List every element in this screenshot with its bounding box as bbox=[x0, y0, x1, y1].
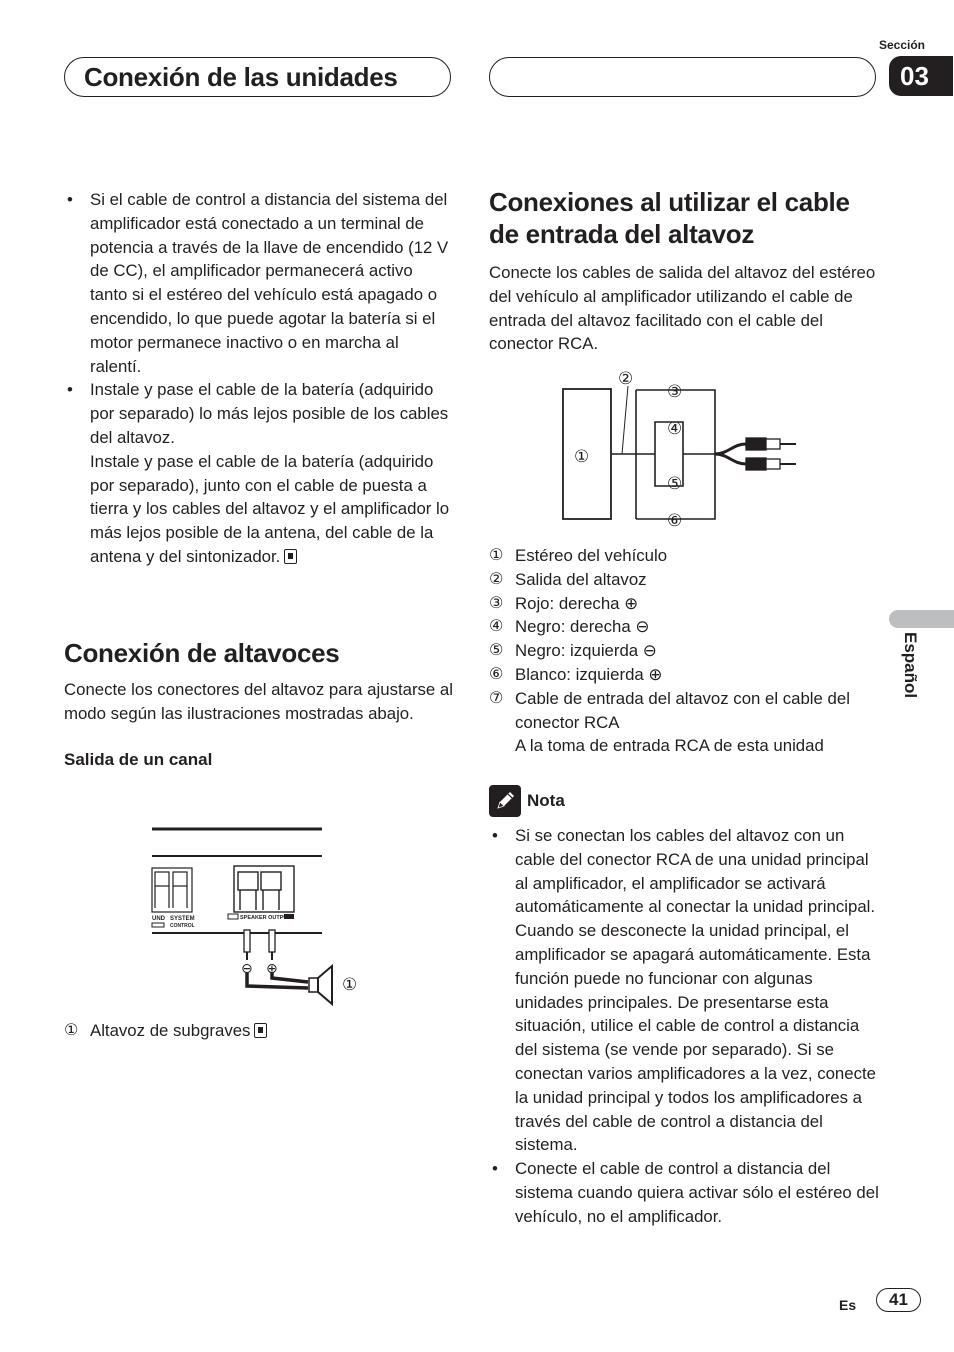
note-title: Nota bbox=[527, 791, 565, 811]
list-item bbox=[489, 1157, 881, 1228]
left-legend bbox=[64, 1019, 454, 1043]
bullet-text: Instale y pase el cable de la batería (adquirido por separado) lo más lejos posible de los cables del altavoz. bbox=[90, 380, 449, 447]
bullet-icon: • bbox=[492, 826, 498, 845]
rca-section bbox=[489, 186, 881, 356]
callout-1: ① bbox=[574, 447, 590, 467]
legend-item bbox=[489, 687, 881, 758]
bullet-text-continued: Instale y pase el cable de la batería (adquirido por separado), junto con el cable de puesta a tierra y los cables del altavoz y el amplificador lo más lejos posible de la antena, del cable de la antena y del sintonizador. bbox=[90, 451, 450, 566]
control-label: CONTROL bbox=[170, 923, 195, 929]
legend-number: ⑦ bbox=[489, 689, 504, 707]
legend-number: ⑤ bbox=[489, 642, 504, 660]
legend-item bbox=[489, 663, 881, 687]
list-item bbox=[64, 378, 454, 568]
bullet-icon: • bbox=[492, 1159, 498, 1179]
note-list bbox=[489, 824, 881, 1229]
speaker-output-label: SPEAKER OUTPUT bbox=[240, 915, 291, 921]
legend-item bbox=[489, 592, 881, 616]
minus-icon: ⊖ bbox=[241, 961, 253, 977]
note-text: Si se conectan los cables del altavoz con un cable del conector RCA de una unidad principal al amplificador, el amplificador se activará automáticamente al conectar la unidad principal. Cuando se desconecte la unidad principal, el amplificador se apagará automáticamente. Esta función puede no funcionar con algunas unidades principales. De presentarse esta situación, utilice el cable de control a distancia del sistema (se vende por separado). Si se conectan varios amplificadores a la vez, conecte la unidad principal y todos los amplificadores a través del cable de control a distancia del sistema. bbox=[515, 826, 876, 1155]
list-item bbox=[64, 188, 454, 378]
footer-language: Es bbox=[839, 1297, 857, 1313]
bullet-text: Si el cable de control a distancia del sistema del amplificador está conectado a un terminal de potencia a través de la llave de encendido (12 V de CC), el amplificador permanecerá activo tanto si el estéreo del vehículo está apagado o encendido, lo que puede agotar la batería si el motor permanece inactivo o en marcha al ralentí. bbox=[90, 190, 449, 376]
section-label: Sección bbox=[878, 38, 926, 52]
legend-list bbox=[64, 1019, 454, 1043]
page-title: Conexión de las unidades bbox=[84, 62, 398, 92]
rca-heading: Conexiones al utilizar el cable de entrada del altavoz bbox=[489, 187, 850, 249]
language-tab bbox=[889, 610, 954, 628]
list-item bbox=[489, 824, 881, 1157]
note-text: Conecte el cable de control a distancia del sistema cuando quiera activar sólo el estéreo del vehículo, no el amplificador. bbox=[515, 1159, 879, 1226]
legend-number: ② bbox=[489, 570, 504, 588]
legend-text: Salida del altavoz bbox=[515, 569, 647, 589]
speaker-callout: ① bbox=[342, 975, 358, 995]
legend-list bbox=[489, 544, 881, 758]
legend-number: ⑥ bbox=[489, 665, 504, 683]
left-bullets-block bbox=[64, 188, 454, 569]
rca-diagram bbox=[558, 364, 808, 534]
legend-item bbox=[489, 639, 881, 663]
single-channel-heading: Salida de un canal bbox=[64, 749, 213, 769]
callout-5: ⑤ bbox=[667, 474, 683, 494]
legend-item bbox=[64, 1019, 454, 1043]
page-number: 41 bbox=[876, 1288, 921, 1312]
legend-item bbox=[489, 615, 881, 639]
callout-4: ④ bbox=[667, 419, 683, 439]
end-mark-icon bbox=[284, 549, 297, 564]
system-label: SYSTEM bbox=[170, 916, 195, 922]
bullet-icon: • bbox=[67, 380, 73, 400]
legend-item bbox=[489, 568, 881, 592]
legend-text: Altavoz de subgraves bbox=[90, 1021, 251, 1040]
ground-label: UND bbox=[152, 916, 165, 922]
right-legend bbox=[489, 544, 881, 758]
header-pill-right bbox=[489, 57, 876, 97]
legend-text: Blanco: izquierda ⊕ bbox=[515, 664, 663, 684]
pencil-icon bbox=[489, 785, 521, 817]
rca-text: Conecte los cables de salida del altavoz del estéreo del vehículo al amplificador utilizando el cable de entrada del altavoz facilitado con el cable del conector RCA. bbox=[489, 263, 876, 354]
speakers-text: Conecte los conectores del altavoz para ajustarse al modo según las ilustraciones mostradas abajo. bbox=[64, 680, 453, 723]
note-header bbox=[489, 785, 881, 817]
bullet-icon: • bbox=[67, 190, 73, 209]
legend-number: ④ bbox=[489, 618, 504, 636]
legend-text: Negro: derecha ⊖ bbox=[515, 617, 650, 637]
section-badge: 03 bbox=[889, 56, 953, 96]
bullet-list bbox=[64, 188, 454, 569]
legend-item bbox=[489, 544, 881, 568]
plus-icon: ⊕ bbox=[266, 961, 278, 977]
language-label: Español bbox=[901, 632, 920, 699]
callout-3: ③ bbox=[667, 382, 683, 402]
single-channel-diagram bbox=[148, 826, 368, 1006]
callout-6: ⑥ bbox=[667, 511, 683, 531]
speakers-section bbox=[64, 637, 454, 771]
legend-text: Rojo: derecha ⊕ bbox=[515, 593, 639, 613]
legend-number: ③ bbox=[489, 594, 504, 612]
end-mark-icon bbox=[254, 1023, 267, 1038]
legend-text: Cable de entrada del altavoz con el cable del conector RCA bbox=[515, 688, 850, 732]
legend-text: Negro: izquierda ⊖ bbox=[515, 641, 657, 661]
speakers-heading: Conexión de altavoces bbox=[64, 638, 340, 668]
legend-extra-text: A la toma de entrada RCA de esta unidad bbox=[515, 736, 824, 756]
note-block bbox=[489, 785, 881, 1229]
callout-2: ② bbox=[618, 369, 634, 389]
legend-number: ① bbox=[64, 1022, 79, 1039]
legend-number: ① bbox=[489, 547, 504, 564]
legend-text: Estéreo del vehículo bbox=[515, 546, 668, 565]
